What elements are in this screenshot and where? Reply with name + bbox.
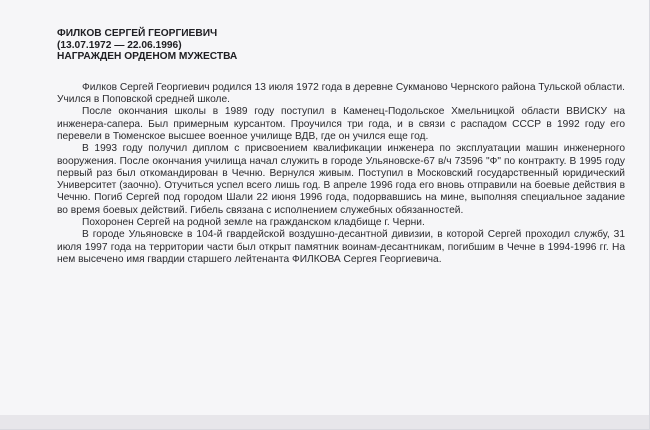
document-content	[57, 28, 625, 266]
paragraph-birth: Филков Сергей Георгиевич родился 13 июля 1972 года в деревне Сукманово Чернского района Тульской области. Учился в Поповской средней школе.	[57, 81, 625, 106]
paragraph-burial: Похоронен Сергей на родной земле на гражданском кладбище г. Черни.	[82, 217, 425, 229]
person-name: ФИЛКОВ СЕРГЕЙ ГЕОРГИЕВИЧ	[57, 28, 218, 39]
life-dates: (13.07.1972 — 22.06.1996)	[57, 39, 182, 51]
paragraph-service: В 1993 году получил диплом с присвоением квалификации инженера по эксплуатации машин инженерного вооружения. После окончания училища начал служить в городе Ульяновске-67 в/ч 73596 "Ф" по контракту. В 1995 году первый раз был откомандирован в Чечню. Вернулся живым. Поступил в Московский государственный юридический Университет (заочно). Отучиться успел всего лишь год. В апреле 1996 года его вновь отправили на боевые действия в Чечню. Погиб Сергей под городом Шали 22 июня 1996 года, подорвавшись на мине, выполняя специальное задание во время боевых действий. Гибель связана с исполнением служебных обязанностей.	[57, 143, 625, 216]
paragraph-memorial: В городе Ульяновске в 104-й гвардейской воздушно-десантной дивизии, в которой Сергей проходил службу, 31 июля 1997 года на территории части был открыт памятник воинам-десантникам, погибшим в Чечне в 1994-1996 гг. На нем высечено имя гвардии старшего лейтенанта ФИЛКОВА Сергея Георгиевича.	[57, 229, 625, 265]
award-line: НАГРАЖДЕН ОРДЕНОМ МУЖЕСТВА	[57, 51, 238, 63]
paragraph-education: После окончания школы в 1989 году поступил в Каменец-Подольское Хмельницкой области ВВИСКУ на инженера-сапера. Был примерным курсантом. Проучился три года, и в связи с распадом СССР в 1992 году его перевели в Тюменское высшее военное училище ВДВ, где он учился еще год.	[57, 106, 625, 142]
document-header	[57, 28, 625, 63]
